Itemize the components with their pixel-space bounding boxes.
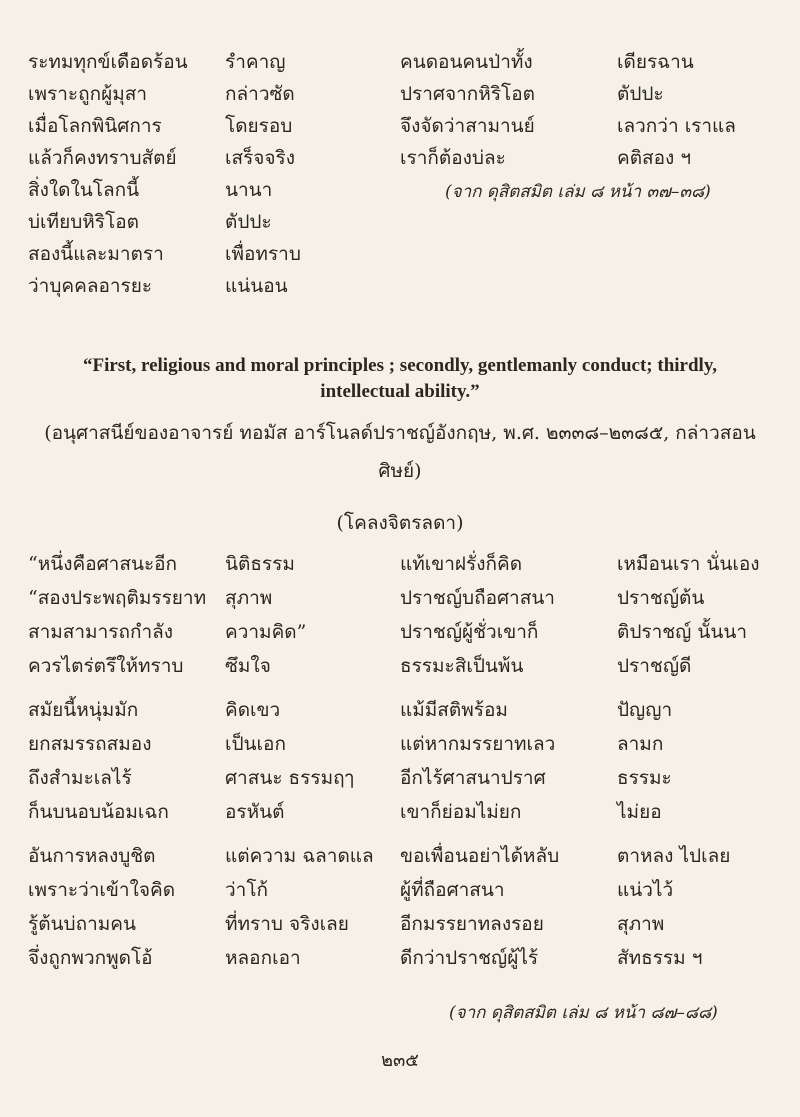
verse-segment: ผู้ที่ถือศาสนา: [400, 879, 505, 901]
verse-segment: แต่หากมรรยาทเลว: [400, 733, 556, 755]
verse-segment: ติปราชญ์ นั้นนา: [617, 621, 748, 643]
verse-segment: แท้เขาฝรั่งก็คิด: [400, 553, 523, 575]
verse-segment: เพราะว่าเข้าใจคิด: [28, 879, 176, 901]
verse-segment: เลวกว่า เราแล: [617, 115, 736, 137]
verse-segment: ควรไตร่ตรึให้ทราบ: [28, 655, 184, 677]
poem-line: [0, 650, 800, 686]
verse-segment: สองนี้และมาตรา: [28, 243, 164, 265]
verse-segment: ว่าโก้: [225, 879, 269, 901]
verse-segment: นิติธรรม: [225, 553, 295, 575]
verse-segment: เพราะถูกผู้มุสา: [28, 83, 148, 105]
verse-segment: ตัปปะ: [617, 83, 664, 105]
verse-segment: ปราชญ์ผู้ชั่วเขาก็: [400, 621, 539, 643]
poem-line: [0, 78, 800, 114]
poem-line: [0, 142, 800, 178]
verse-segment: ขอเพื่อนอย่าได้หลับ: [400, 845, 560, 867]
verse-segment: เดียรฉาน: [617, 51, 694, 73]
verse-segment: ระทมทุกข์เดือดร้อน: [28, 51, 188, 73]
verse-segment: สุภาพ: [225, 587, 273, 609]
verse-segment: อีกมรรยาทลงรอย: [400, 913, 544, 935]
poem-line: [0, 840, 800, 876]
verse-segment: สิ่งใดในโลกนี้: [28, 179, 140, 201]
verse-segment: สุภาพ: [617, 913, 665, 935]
poem-line: [0, 110, 800, 146]
verse-segment: ซึมใจ: [225, 655, 271, 677]
verse-segment: รำคาญ: [225, 51, 286, 73]
verse-segment: ธรรมะสิเป็นพ้น: [400, 655, 524, 677]
verse-segment: เมื่อโลกพินิศการ: [28, 115, 162, 137]
verse-segment: ปราชญ์บถือศาสนา: [400, 587, 555, 609]
verse-segment: ก็นบนอบน้อมเฉก: [28, 801, 169, 823]
source-citation-1: (จาก ดุสิตสมิต เล่ม ๘ หน้า ๓๗–๓๘): [445, 182, 711, 202]
poem-line: [0, 270, 800, 306]
verse-segment: เราก็ต้องบ่ละ: [400, 147, 506, 169]
verse-segment: ตาหลง ไปเลย: [617, 845, 731, 867]
verse-segment: สัทธรรม ฯ: [617, 947, 703, 969]
verse-segment: แม้มีสติพร้อม: [400, 699, 508, 721]
verse-segment: จึ่งถูกพวกพูดโอ้: [28, 947, 153, 969]
verse-segment: ถึงสำมะเลไร้: [28, 767, 132, 789]
verse-segment: ว่าบุคคลอารยะ: [28, 275, 153, 297]
poem-line: [0, 728, 800, 764]
verse-segment: แล้วก็คงทราบสัตย์: [28, 147, 177, 169]
poem-line: [0, 942, 800, 978]
verse-segment: โดยรอบ: [225, 115, 293, 137]
poem-line: [0, 616, 800, 652]
verse-segment: ปราศจากหิริโอต: [400, 83, 535, 105]
verse-segment: บ่เทียบหิริโอต: [28, 211, 139, 233]
verse-segment: ปัญญา: [617, 699, 673, 721]
poem-line: [0, 874, 800, 910]
verse-segment: สามสามารถกำลัง: [28, 621, 174, 643]
verse-segment: ที่ทราบ จริงเลย: [225, 913, 349, 935]
quote-attribution: (อนุศาสนีย์ของอาจารย์ ทอมัส อาร์โนลด์ปราชญ์อังกฤษ, พ.ศ. ๒๓๓๘–๒๓๘๕, กล่าวสอนศิษย์): [44, 422, 756, 482]
verse-segment: หลอกเอา: [225, 947, 301, 969]
verse-segment: ปราชญ์ดี: [617, 655, 692, 677]
verse-segment: ความคิด”: [225, 621, 307, 643]
verse-segment: คนดอนคนป่าทั้ง: [400, 51, 533, 73]
source-citation-2: (จาก ดุสิตสมิต เล่ม ๘ หน้า ๘๗–๘๘): [449, 1003, 718, 1023]
english-quote: “First, religious and moral principles ; secondly, gentlemanly conduct; thirdly, intellectual ability.”: [82, 355, 718, 402]
poem-line: [0, 548, 800, 584]
verse-segment: อรหันต์: [225, 801, 285, 823]
verse-segment: ธรรมะ: [617, 767, 672, 789]
verse-segment: นานา: [225, 179, 273, 201]
poem-line: [0, 582, 800, 618]
verse-segment: เขาก็ย่อมไม่ยก: [400, 801, 522, 823]
verse-segment: จึงจัดว่าสามานย์: [400, 115, 535, 137]
poem-line: [0, 694, 800, 730]
verse-segment: ตัปปะ: [225, 211, 272, 233]
poem-line: [0, 796, 800, 832]
verse-segment: ไม่ยอ: [617, 801, 662, 823]
verse-segment: แน่วไว้: [617, 879, 674, 901]
verse-segment: กล่าวซัด: [225, 83, 295, 105]
poem-title: (โคลงจิตรลดา): [336, 512, 464, 534]
verse-segment: ดีกว่าปราชญ์ผู้ไร้: [400, 947, 539, 969]
verse-segment: คติสอง ฯ: [617, 147, 692, 169]
verse-segment: ศาสนะ ธรรมฤๅ: [225, 767, 354, 789]
verse-segment: “หนึ่งคือศาสนะอีก: [28, 553, 178, 575]
verse-segment: แน่นอน: [225, 275, 288, 297]
poem-line: [0, 908, 800, 944]
verse-segment: เสร็จจริง: [225, 147, 296, 169]
poem-line: [0, 206, 800, 242]
verse-segment: แต่ความ ฉลาดแล: [225, 845, 374, 867]
poem-line: [0, 238, 800, 274]
verse-segment: อีกไร้ศาสนาปราศ: [400, 767, 546, 789]
verse-segment: สมัยนี้หนุ่มมัก: [28, 699, 139, 721]
page-number: ๒๓๕: [381, 1050, 419, 1071]
verse-segment: “สองประพฤติมรรยาท: [28, 587, 207, 609]
verse-segment: รู้ต้นบ่ถามคน: [28, 913, 136, 935]
verse-segment: ยกสมรรถสมอง: [28, 733, 152, 755]
verse-segment: เหมือนเรา นั่นเอง: [617, 553, 760, 575]
verse-segment: อันการหลงบูชิต: [28, 845, 156, 867]
verse-segment: เพื่อทราบ: [225, 243, 301, 265]
poem-line: [0, 46, 800, 82]
verse-segment: เป็นเอก: [225, 733, 286, 755]
verse-segment: คิดเขว: [225, 699, 281, 721]
poem-line: [0, 762, 800, 798]
verse-segment: ปราชญ์ต้น: [617, 587, 705, 609]
verse-segment: ลามก: [617, 733, 664, 755]
